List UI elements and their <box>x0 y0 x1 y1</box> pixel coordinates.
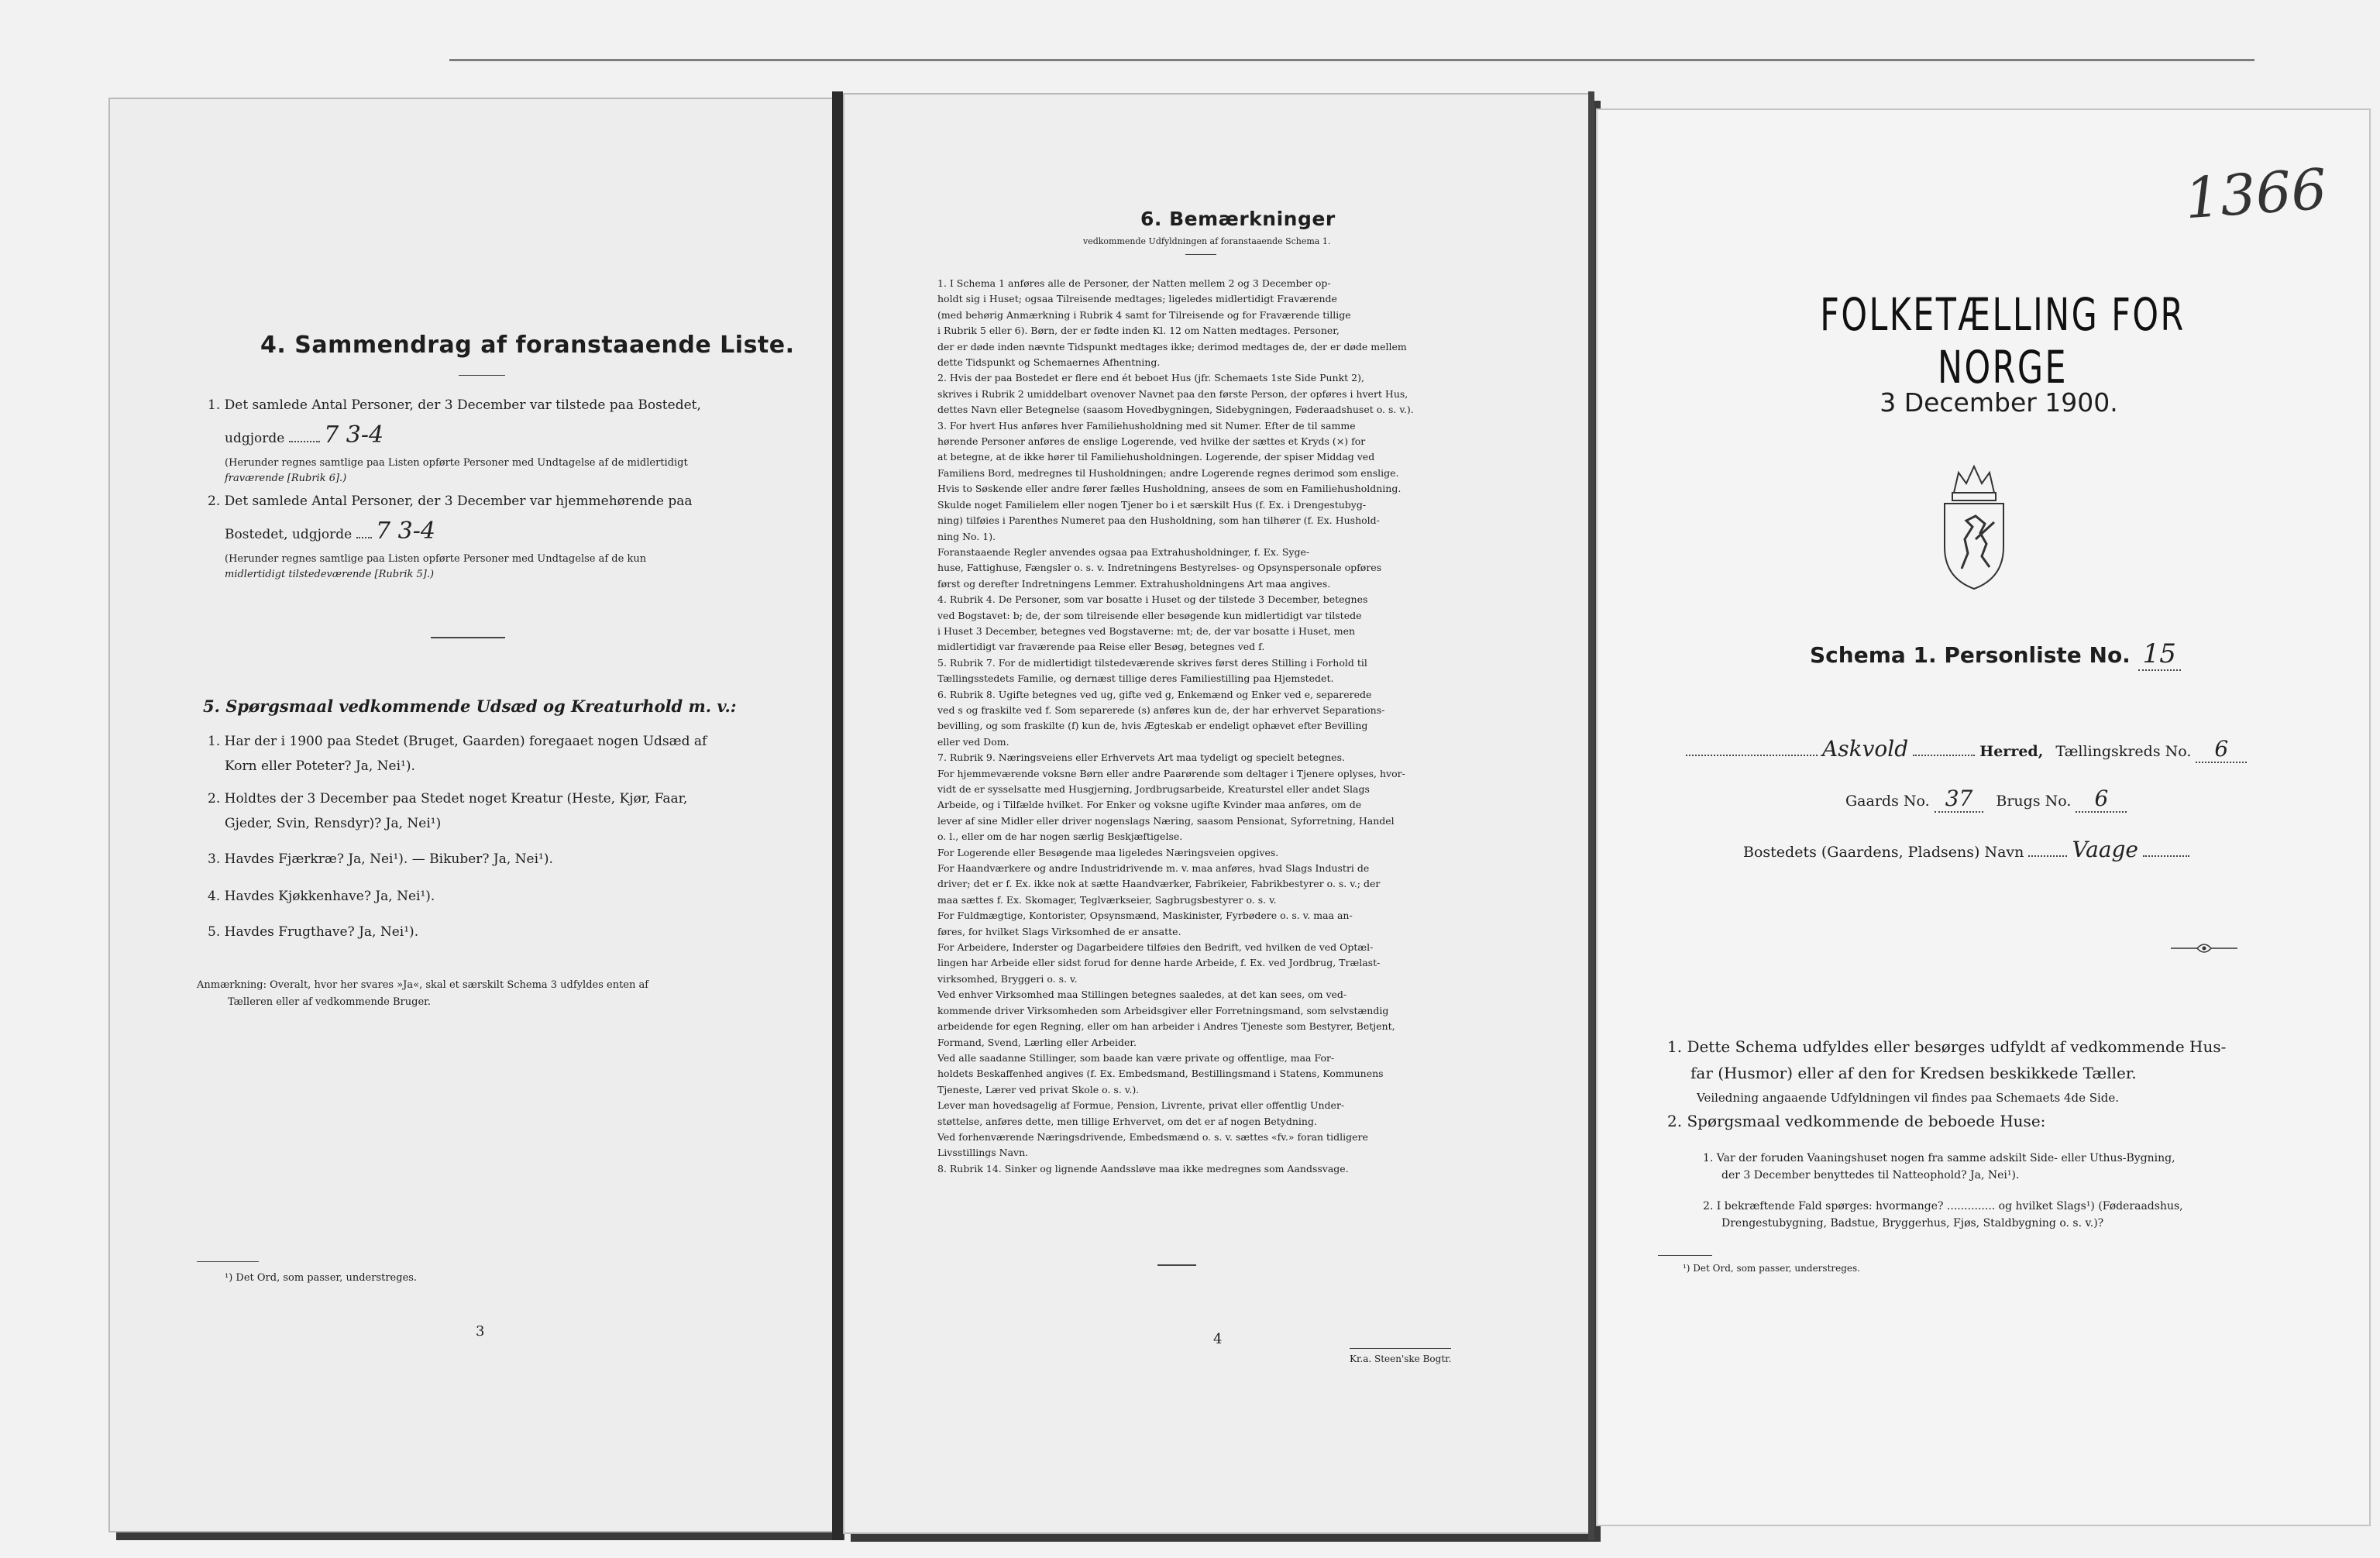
footnote: ¹) Det Ord, som passer, understreges. <box>1683 1263 1860 1274</box>
remarks-line: støttelse, anføres dette, men tillige Erhvervet, om det er af nogen Betydning. <box>937 1115 1317 1127</box>
page-3 <box>108 98 837 1532</box>
remarks-line: holdets Beskaffenhed angives (f. Ex. Embedsmand, Bestillingsmand i Statens, Kommunens <box>937 1068 1384 1080</box>
remarks-line: lingen har Arbeide eller sidst forud for denne harde Arbeide, f. Ex. ved Jordbrug, Trælast- <box>937 957 1381 969</box>
remarks-line: bevilling, og som fraskilte (f) kun de, hvis Ægteskab er endeligt ophævet efter Bevilling <box>937 720 1368 732</box>
remarks-line: 8. Rubrik 14. Sinker og lignende Aandssløve maa ikke medregnes som Aandssvage. <box>937 1162 1349 1175</box>
remarks-line: 4. Rubrik 4. De Personer, som var bosatte i Huset og der tilstede 3 December, betegnes <box>937 593 1368 606</box>
remarks-line: Skulde noget Familielem eller nogen Tjener bo i et særskilt Hus (f. Ex. i Drengestubyg- <box>937 498 1367 511</box>
remarks-line: holdt sig i Huset; ogsaa Tilreisende medtages; ligeledes midlertidigt Fraværende <box>937 293 1337 305</box>
summary-item-1-note-2: fraværende [Rubrik 6].) <box>225 473 347 484</box>
herred-value: Askvold <box>1822 736 1909 762</box>
remarks-line: føres, for hvilket Slags Virksomhed de er ansatte. <box>937 925 1181 937</box>
instruction-1b: far (Husmor) eller af den for Kredsen beskikkede Tæller. <box>1690 1064 2137 1082</box>
remarks-line: Ved alle saadanne Stillinger, som baade kan være private og offentlige, maa For- <box>937 1051 1335 1064</box>
remarks-line: vidt de er sysselsatte med Husgjerning, Jordbrugsarbeide, Kreaturstel eller andet Slags <box>937 783 1370 795</box>
remarks-line: dette Tidspunkt og Schemaernes Afhentning. <box>937 356 1161 369</box>
remarks-line: Livsstillings Navn. <box>937 1147 1029 1159</box>
remarks-line: at betegne, at de ikke hører til Familiehusholdningen. Logerende, der spiser Middag ved <box>937 451 1375 463</box>
scan-edge-line <box>449 59 2254 61</box>
remarks-line: ved s og fraskilte ved f. Som separerede (s) anføres kun de, der har erhvervet Separations- <box>937 703 1385 716</box>
summary-item-2-line-1: 2. Det samlede Antal Personer, der 3 December var hjemmehørende paa <box>208 494 693 509</box>
page-number: 4 <box>1213 1331 1223 1347</box>
remarks-line: skrives i Rubrik 2 umiddelbart ovenover Navnet paa den første Person, der opføres i hvert Hus, <box>937 387 1408 400</box>
norwegian-coat-of-arms-icon <box>1931 462 2017 593</box>
herred-row <box>1686 736 2247 762</box>
remarks-subheading: vedkommende Udfyldningen af foranstaaende Schema 1. <box>1083 236 1331 246</box>
summary-item-2-label <box>225 518 435 545</box>
summary-item-1-note: (Herunder regnes samtlige paa Listen opførte Personer med Undtagelse af de midlertidigt <box>225 457 688 469</box>
remarks-line: der er døde inden nævnte Tidspunkt medtages ikke; derimod medtages de, der er døde mellem <box>937 340 1407 353</box>
summary-item-2-label-text: Bostedet, udgjorde <box>225 527 353 542</box>
summary-item-2-dotted <box>356 537 372 538</box>
question-3: 3. Havdes Fjærkræ? Ja, Nei¹). — Bikuber? Ja, Nei¹). <box>208 851 553 867</box>
instruction-2-2b: Drengestubygning, Badstue, Bryggerhus, Fjøs, Staldbygning o. s. v.)? <box>1721 1217 2104 1230</box>
schema-heading <box>1810 638 2181 669</box>
gaards-value: 37 <box>1935 786 1984 813</box>
remarks-line: For Haandværkere og andre Industridrivende m. v. maa anføres, hvad Slags Industri de <box>937 862 1370 875</box>
remarks-line: først og derefter Indretningens Lemmer. Extrahusholdningens Art maa angives. <box>937 577 1331 590</box>
bosted-label: Bostedets (Gaardens, Pladsens) Navn <box>1743 844 2024 861</box>
remarks-line: For hjemmeværende voksne Børn eller andre Paarørende som deltager i Tjenere oplyses, hvor- <box>937 767 1405 779</box>
remarks-line: Ved enhver Virksomhed maa Stillingen betegnes saaledes, at det kan sees, om ved- <box>937 989 1347 1001</box>
remarks-line: 5. Rubrik 7. For de midlertidigt tilstedeværende skrives først deres Stilling i Forhold til <box>937 656 1367 669</box>
bosted-row <box>1743 837 2189 862</box>
instruction-1a: 1. Dette Schema udfyldes eller besørges udfyldt af vedkommende Hus- <box>1667 1037 2227 1056</box>
page-spine <box>1588 91 1594 1540</box>
instruction-2-1a: 1. Var der foruden Vaaningshuset nogen fra samme adskilt Side- eller Uthus-Bygning, <box>1703 1152 2175 1164</box>
remarks-line: 3. For hvert Hus anføres hver Familiehusholdning med sit Numer. Efter de til samme <box>937 419 1356 432</box>
remarks-line: maa sættes f. Ex. Skomager, Teglværkseier, Sagbrugsbestyrer o. s. v. <box>937 893 1277 906</box>
remarks-line: Lever man hovedsagelig af Formue, Pension, Livrente, privat eller offentlig Under- <box>937 1099 1345 1112</box>
remarks-line: For Fuldmægtige, Kontorister, Opsynsmænd, Maskinister, Fyrbødere o. s. v. maa an- <box>937 910 1353 922</box>
remarks-line: i Rubrik 5 eller 6). Børn, der er fødte inden Kl. 12 om Natten medtages. Personer, <box>937 325 1340 337</box>
question-2-answer: Gjeder, Svin, Rensdyr)? Ja, Nei¹) <box>225 816 442 831</box>
gaards-label: Gaards No. <box>1845 793 1930 810</box>
remarks-line: lever af sine Midler eller driver nogenslags Næring, saasom Pensionat, Syforretning, Handel <box>937 814 1395 827</box>
divider <box>459 375 505 376</box>
page-spine <box>832 91 843 1540</box>
summary-item-2-note-2: midlertidigt tilstedeværende [Rubrik 5].) <box>225 569 435 580</box>
brugs-value: 6 <box>2076 786 2127 813</box>
summary-item-1-dotted <box>289 441 320 442</box>
question-4: 4. Havdes Kjøkkenhave? Ja, Nei¹). <box>208 889 435 904</box>
herred-dots-2 <box>1913 755 1975 756</box>
herred-label: Herred, <box>1979 743 2044 760</box>
summary-item-1-handwritten-value: 7 3-4 <box>324 421 384 449</box>
summary-item-1-label <box>225 421 384 449</box>
remark-line-1: Anmærkning: Overalt, hvor her svares »Ja«, skal et særskilt Schema 3 udfyldes enten af <box>197 979 649 991</box>
remarks-line: Foranstaaende Regler anvendes ogsaa paa Extrahusholdninger, f. Ex. Syge- <box>937 545 1310 558</box>
remarks-line: Familiens Bord, medregnes til Husholdningen; andre Logerende regnes derimod som enslige. <box>937 466 1399 479</box>
remarks-line: 7. Rubrik 9. Næringsveiens eller Erhvervets Art maa tydeligt og specielt betegnes. <box>937 751 1345 764</box>
kreds-value: 6 <box>2196 736 2247 763</box>
summary-item-1-line-1: 1. Det samlede Antal Personer, der 3 December var tilstede paa Bostedet, <box>208 397 701 413</box>
kreds-label: Tællingskreds No. <box>2055 743 2192 760</box>
brugs-label: Brugs No. <box>1996 793 2072 810</box>
remarks-line: Arbeide, og i Tilfælde hvilket. For Enker og voksne ugifte Kvinder maa anføres, om de <box>937 799 1362 811</box>
census-date: 3 December 1900. <box>1880 387 2118 418</box>
remarks-line: ning No. 1). <box>937 530 996 542</box>
bosted-dots-2 <box>2143 855 2189 857</box>
remarks-line: ved Bogstavet: b; de, der som tilreisende eller besøgende kun midlertidigt var tilstede <box>937 609 1362 621</box>
remarks-line: o. l., eller om de har nogen særlig Beskjæftigelse. <box>937 831 1183 843</box>
remarks-body <box>937 276 1526 1177</box>
summary-item-2-handwritten-value: 7 3-4 <box>376 518 435 545</box>
divider <box>431 637 505 638</box>
remarks-line: eller ved Dom. <box>937 735 1009 748</box>
question-2: 2. Holdtes der 3 December paa Stedet noget Kreatur (Heste, Kjør, Faar, <box>208 791 688 807</box>
remark-line-2: Tælleren eller af vedkommende Bruger. <box>228 996 432 1008</box>
summary-item-1-label-text: udgjorde <box>225 431 285 446</box>
remarks-line: Hvis to Søskende eller andre fører fælles Husholdning, ansees de som en Familiehusholdning. <box>937 483 1402 495</box>
remarks-line: 6. Rubrik 8. Ugifte betegnes ved ug, gifte ved g, Enkemænd og Enker ved e, separerede <box>937 688 1372 700</box>
instruction-2-1b: der 3 December benyttedes til Natteophold? Ja, Nei¹). <box>1721 1169 2020 1181</box>
footnote-rule <box>197 1261 259 1262</box>
schema-label: Schema 1. Personliste No. <box>1810 642 2131 668</box>
remarks-line: dettes Navn eller Betegnelse (saasom Hovedbygningen, Sidebygningen, Føderaadshuset o. s. v.). <box>937 404 1414 416</box>
ornament-icon <box>2169 941 2239 956</box>
printer-imprint: Kr.a. Steen'ske Bogtr. <box>1350 1348 1451 1367</box>
footnote: ¹) Det Ord, som passer, understreges. <box>225 1272 418 1284</box>
remarks-line: 2. Hvis der paa Bostedet er flere end ét beboet Hus (jfr. Schemaets 1ste Side Punkt 2), <box>937 372 1364 384</box>
remarks-heading: 6. Bemærkninger <box>1140 208 1336 230</box>
remarks-line: Tællingsstedets Familie, og dernæst tillige deres Familiestilling paa Hjemstedet. <box>937 672 1334 685</box>
remarks-line: Formand, Svend, Lærling eller Arbeider. <box>937 1036 1137 1048</box>
section-4-heading: 4. Sammendrag af foranstaaende Liste. <box>260 332 795 359</box>
divider <box>1157 1264 1196 1266</box>
remarks-line: midlertidigt var fraværende paa Reise eller Besøg, betegnes ved f. <box>937 641 1265 653</box>
remarks-line: arbeidende for egen Regning, eller om han arbeider i Andres Tjeneste som Bestyrer, Betjent, <box>937 1020 1395 1033</box>
remarks-line: i Huset 3 December, betegnes ved Bogstaverne: mt; de, der var bosatte i Huset, men <box>937 624 1356 637</box>
remarks-line: huse, Fattighuse, Fængsler o. s. v. Indretningens Bestyrelses- og Opsynspersonale opføres <box>937 562 1382 574</box>
remarks-line: (med behørig Anmærkning i Rubrik 4 samt for Tilreisende og for Fraværende tillige <box>937 308 1351 321</box>
remarks-line: For Arbeidere, Inderster og Dagarbeidere tilføies den Bedrift, ved hvilken de ved Optæl- <box>937 941 1374 954</box>
herred-dots <box>1686 755 1818 756</box>
remarks-line: hørende Personer anføres de enslige Logerende, ved hvilke der sættes et Kryds (×) for <box>937 435 1366 448</box>
summary-item-2-note: (Herunder regnes samtlige paa Listen opførte Personer med Undtagelse af de kun <box>225 553 647 565</box>
gaards-row <box>1845 786 2127 811</box>
archive-number: 1366 <box>2182 156 2329 232</box>
instruction-2: 2. Spørgsmaal vedkommende de beboede Huse: <box>1667 1112 2046 1130</box>
question-1: 1. Har der i 1900 paa Stedet (Bruget, Gaarden) foregaaet nogen Udsæd af <box>208 734 707 749</box>
divider <box>1185 254 1216 255</box>
remarks-line: kommende driver Virksomheden som Arbeidsgiver eller Forretningsmand, som selvstændig <box>937 1004 1389 1016</box>
section-5-heading: 5. Spørgsmaal vedkommende Udsæd og Kreaturhold m. v.: <box>203 696 737 716</box>
form-title: FOLKETÆLLING FOR NORGE <box>1820 288 2186 394</box>
remarks-line: Ved forhenværende Næringsdrivende, Embedsmænd o. s. v. sættes «fv.» foran tidligere <box>937 1130 1368 1143</box>
remarks-line: virksomhed, Bryggeri o. s. v. <box>937 972 1078 985</box>
page-number: 3 <box>476 1323 485 1340</box>
remarks-line: ning) tilføies i Parenthes Numeret paa den Husholdning, som han tilhører (f. Ex. Hushold- <box>937 514 1380 527</box>
bosted-dots <box>2028 855 2067 857</box>
personliste-number: 15 <box>2138 638 2181 671</box>
remarks-line: For Logerende eller Besøgende maa ligeledes Næringsveien opgives. <box>937 846 1279 858</box>
instruction-2-2a: 2. I bekræftende Fald spørges: hvormange? .............. og hvilket Slags¹) (Føderaadshus, <box>1703 1200 2183 1212</box>
instruction-1c: Veiledning angaaende Udfyldningen vil findes paa Schemaets 4de Side. <box>1697 1091 2120 1105</box>
remarks-line: 1. I Schema 1 anføres alle de Personer, der Natten mellem 2 og 3 December op- <box>937 277 1331 289</box>
remarks-line: driver; det er f. Ex. ikke nok at sætte Haandværker, Fabrikeier, Fabrikbestyrer o. s. v.; der <box>937 878 1381 890</box>
footnote-rule <box>1658 1255 1712 1256</box>
bosted-value: Vaage <box>2072 837 2138 862</box>
question-5: 5. Havdes Frugthave? Ja, Nei¹). <box>208 924 419 940</box>
remarks-line: Tjeneste, Lærer ved privat Skole o. s. v.). <box>937 1083 1140 1095</box>
question-1-answer: Korn eller Poteter? Ja, Nei¹). <box>225 758 415 774</box>
